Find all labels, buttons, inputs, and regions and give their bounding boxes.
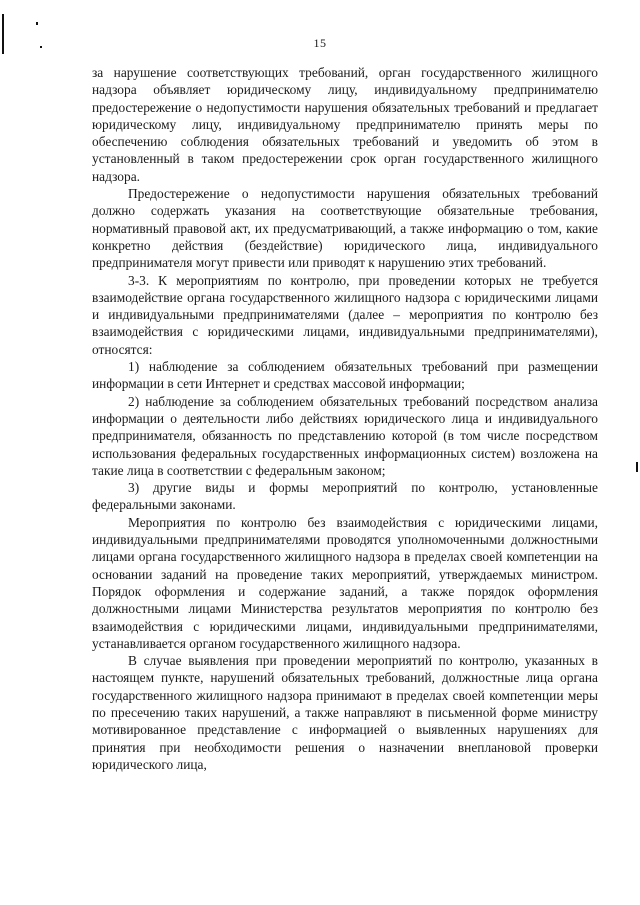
paragraph-warning-issuance: за нарушение соответствующих требований, орган государственного жилищного надзора объявляет юридическому лицу, индивидуальному предпринимателю предостережение о недопустимости нарушения обязательных требований и предлагает юридическому лицу, индивидуальному предпринимателю принять меры по обеспечению соблюдения обязательных требований и уведомить об этом в установленный в таком предостережении срок орган государственного жилищного надзора. [92,65,598,184]
paragraph-measures-conduct: Мероприятия по контролю без взаимодействия с юридическими лицами, индивидуальными предпринимателями проводятся уполномоченными должностными лицами органа государственного жилищного надзора в пределах своей компетенции на основании заданий на проведение таких мероприятий, утверждаемых министром. Порядок оформления и содержание заданий, а также порядок оформления должностными лицами Министерства результатов мероприятия по контролю без взаимодействия с юридическими лицами, индивидуальными предпринимателями, устанавливается органом государственного жилищного надзора. [92,514,598,651]
scan-dot-right [636,462,638,472]
paragraph-3-3-intro: 3-3. К мероприятиям по контролю, при проведении которых не требуется взаимодействие органа государственного жилищного надзора с юридическими лицами и индивидуальными предпринимателями (далее – мероприятия по контролю без взаимодействия с юридическими лицами, индивидуальными предпринимателями), относятся: [92,272,598,357]
scan-dot-top-left [36,22,38,25]
list-item-1-internet-monitoring: 1) наблюдение за соблюдением обязательных требований при размещении информации в сети Интернет и средствах массовой информации; [92,359,598,392]
list-item-2-information-analysis: 2) наблюдение за соблюдением обязательных требований посредством анализа информации о деятельности либо действиях юридического лица и индивидуального предпринимателя, обязанность по представлению которой (в том числе посредством использования федеральных государственных информационных систем) возложена на такие лица в соответствии с федеральным законом; [92,393,598,478]
paragraph-violations-detected: В случае выявления при проведении мероприятий по контролю, указанных в настоящем пункте, нарушений обязательных требований, должностные лица органа государственного жилищного надзора принимают в пределах своей компетенции меры по пресечению таких нарушений, а также направляют в письменной форме министру мотивированное представление с информацией о выявленных нарушениях для принятия при необходимости решения о назначении внеплановой проверки юридического лица, [92,653,598,772]
paragraph-warning-content: Предостережение о недопустимости нарушения обязательных требований должно содержать указания на соответствующие обязательные требования, нормативный правовой акт, их предусматривающий, а также информацию о том, какие конкретно действия (бездействие) юридического лица, индивидуального предпринимателя могут привести или приводят к нарушению этих требований. [92,186,598,271]
document-body [92,64,598,773]
page-number: 15 [313,36,327,50]
list-item-3-other-forms: 3) другие виды и формы мероприятий по контролю, установленные федеральными законами. [92,480,598,513]
